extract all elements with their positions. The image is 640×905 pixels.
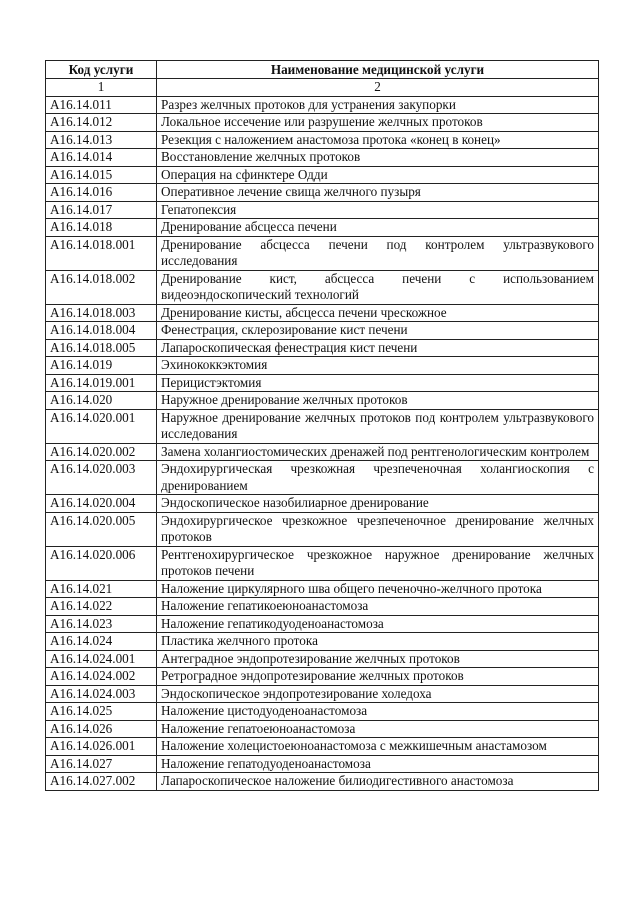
table-row	[46, 668, 599, 686]
table-row	[46, 149, 599, 167]
service-name: Лапароскопическое наложение билиодигестивного анастомоза	[157, 773, 599, 791]
service-name: Разрез желчных протоков для устранения закупорки	[157, 96, 599, 114]
service-name: Наложение гепатоеюноанастомоза	[157, 720, 599, 738]
service-name: Оперативное лечение свища желчного пузыря	[157, 184, 599, 202]
table-row	[46, 270, 599, 304]
table-row	[46, 409, 599, 443]
table-row	[46, 304, 599, 322]
table-row	[46, 166, 599, 184]
table-row	[46, 703, 599, 721]
header-name: Наименование медицинской услуги	[157, 61, 599, 79]
service-code: A16.14.015	[46, 166, 157, 184]
service-name: Наложение циркулярного шва общего печеночно-желчного протока	[157, 580, 599, 598]
service-code: A16.14.024	[46, 633, 157, 651]
service-code: A16.14.012	[46, 114, 157, 132]
service-code: A16.14.025	[46, 703, 157, 721]
service-name: Наложение гепатикоеюноанастомоза	[157, 598, 599, 616]
table-row	[46, 392, 599, 410]
table-row	[46, 374, 599, 392]
service-code: A16.14.011	[46, 96, 157, 114]
service-name: Фенестрация, склерозирование кист печени	[157, 322, 599, 340]
service-name: Лапароскопическая фенестрация кист печени	[157, 339, 599, 357]
service-code: A16.14.020.004	[46, 495, 157, 513]
service-name: Замена холангиостомических дренажей под рентгенологическим контролем	[157, 443, 599, 461]
table-row	[46, 131, 599, 149]
service-code: A16.14.020.003	[46, 461, 157, 495]
service-code: A16.14.027	[46, 755, 157, 773]
service-code: A16.14.024.001	[46, 650, 157, 668]
table-row	[46, 443, 599, 461]
service-name: Резекция с наложением анастомоза протока «конец в конец»	[157, 131, 599, 149]
table-row	[46, 236, 599, 270]
service-name: Эхинококкэктомия	[157, 357, 599, 375]
table-row	[46, 461, 599, 495]
table-row	[46, 685, 599, 703]
service-name: Локальное иссечение или разрушение желчных протоков	[157, 114, 599, 132]
table-row	[46, 633, 599, 651]
table-row	[46, 201, 599, 219]
table-row	[46, 720, 599, 738]
table-row	[46, 755, 599, 773]
service-code: A16.14.020.002	[46, 443, 157, 461]
table-body	[46, 96, 599, 790]
service-code: A16.14.019	[46, 357, 157, 375]
service-name: Наложение гепатодуоденоанастомоза	[157, 755, 599, 773]
service-code: A16.14.020.005	[46, 512, 157, 546]
service-name: Антеградное эндопротезирование желчных протоков	[157, 650, 599, 668]
service-name: Восстановление желчных протоков	[157, 149, 599, 167]
service-name: Наложение цистодуоденоанастомоза	[157, 703, 599, 721]
service-code: A16.14.018.004	[46, 322, 157, 340]
service-code: A16.14.016	[46, 184, 157, 202]
service-name: Дренирование абсцесса печени	[157, 219, 599, 237]
table-row	[46, 184, 599, 202]
service-name: Наложение холецистоеюноанастомоза с межкишечным анастамозом	[157, 738, 599, 756]
service-code: A16.14.024.003	[46, 685, 157, 703]
service-code: A16.14.018.001	[46, 236, 157, 270]
service-name: Дренирование абсцесса печени под контролем ультразвукового исследования	[157, 236, 599, 270]
header-code: Код услуги	[46, 61, 157, 79]
service-code: A16.14.024.002	[46, 668, 157, 686]
table-row	[46, 738, 599, 756]
service-code: A16.14.027.002	[46, 773, 157, 791]
table-row	[46, 339, 599, 357]
table-row	[46, 773, 599, 791]
service-name: Эндоскопическое назобилиарное дренирование	[157, 495, 599, 513]
service-name: Операция на сфинктере Одди	[157, 166, 599, 184]
header-row	[46, 61, 599, 79]
service-name: Эндоскопическое эндопротезирование холедоха	[157, 685, 599, 703]
table-row	[46, 96, 599, 114]
service-code: A16.14.026.001	[46, 738, 157, 756]
service-name: Дренирование кисты, абсцесса печени чрескожное	[157, 304, 599, 322]
service-name: Эндохирургическая чрезкожная чрезпеченочная холангиоскопия с дренированием	[157, 461, 599, 495]
service-code: A16.14.021	[46, 580, 157, 598]
service-code: A16.14.013	[46, 131, 157, 149]
service-code: A16.14.020	[46, 392, 157, 410]
service-code: A16.14.018.005	[46, 339, 157, 357]
table-row	[46, 650, 599, 668]
table-row	[46, 114, 599, 132]
service-name: Гепатопексия	[157, 201, 599, 219]
service-code: A16.14.014	[46, 149, 157, 167]
service-code: A16.14.018.002	[46, 270, 157, 304]
service-code: A16.14.017	[46, 201, 157, 219]
service-code: A16.14.020.001	[46, 409, 157, 443]
service-code: A16.14.026	[46, 720, 157, 738]
service-name: Рентгенохирургическое чрезкожное наружное дренирование желчных протоков печени	[157, 546, 599, 580]
service-code: A16.14.018.003	[46, 304, 157, 322]
table-row	[46, 322, 599, 340]
services-table	[45, 60, 599, 791]
service-name: Наружное дренирование желчных протоков	[157, 392, 599, 410]
service-code: A16.14.022	[46, 598, 157, 616]
service-name: Эндохирургическое чрезкожное чрезпеченочное дренирование желчных протоков	[157, 512, 599, 546]
service-code: A16.14.018	[46, 219, 157, 237]
service-name: Пластика желчного протока	[157, 633, 599, 651]
service-name: Дренирование кист, абсцесса печени с использованием видеоэндоскопический технологий	[157, 270, 599, 304]
column-number-1: 1	[46, 79, 157, 97]
table-row	[46, 357, 599, 375]
table-row	[46, 512, 599, 546]
column-number-row	[46, 79, 599, 97]
table-row	[46, 495, 599, 513]
table-row	[46, 580, 599, 598]
service-name: Ретроградное эндопротезирование желчных протоков	[157, 668, 599, 686]
column-number-2: 2	[157, 79, 599, 97]
service-code: A16.14.019.001	[46, 374, 157, 392]
service-name: Перицистэктомия	[157, 374, 599, 392]
service-code: A16.14.023	[46, 615, 157, 633]
table-row	[46, 546, 599, 580]
service-name: Наложение гепатикодуоденоанастомоза	[157, 615, 599, 633]
table-row	[46, 615, 599, 633]
table-row	[46, 219, 599, 237]
table-row	[46, 598, 599, 616]
service-code: A16.14.020.006	[46, 546, 157, 580]
service-name: Наружное дренирование желчных протоков под контролем ультразвукового исследования	[157, 409, 599, 443]
